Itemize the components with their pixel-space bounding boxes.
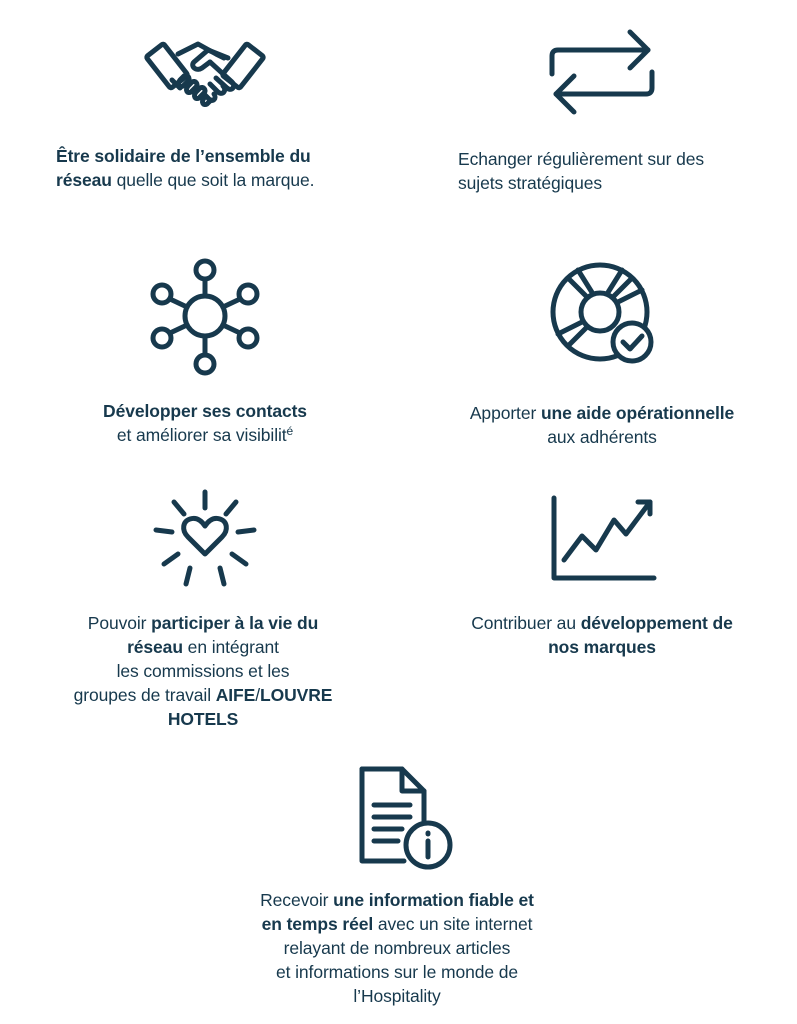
text-bold: en temps réel bbox=[261, 914, 374, 934]
text-bold: participer à la vie du bbox=[151, 613, 319, 633]
text-line bbox=[432, 425, 772, 449]
text-span: et améliorer sa visibilit bbox=[116, 425, 287, 445]
text-line bbox=[38, 683, 368, 707]
text-span: l’Hospitality bbox=[353, 986, 441, 1006]
text-span: quelle que soit la marque. bbox=[111, 170, 315, 190]
handshake-icon bbox=[150, 28, 260, 116]
text-span: Recevoir bbox=[260, 890, 334, 910]
text-span: relayant de nombreux articles bbox=[283, 938, 511, 958]
network-nodes-icon bbox=[150, 258, 260, 378]
text-span: groupes de travail bbox=[73, 685, 216, 705]
text-line bbox=[458, 171, 778, 195]
document-info-icon bbox=[352, 765, 456, 873]
text-span: en intégrant bbox=[182, 637, 279, 657]
text-line bbox=[222, 912, 572, 936]
text-line bbox=[38, 635, 368, 659]
text-line bbox=[432, 611, 772, 635]
text-span: sujets stratégiques bbox=[458, 173, 603, 193]
text-line bbox=[56, 144, 386, 168]
feature-support-text bbox=[432, 401, 772, 449]
text-span: avec un site internet bbox=[373, 914, 533, 934]
text-line bbox=[56, 168, 386, 192]
feature-contacts-text bbox=[40, 399, 370, 449]
text-bold: réseau bbox=[56, 170, 112, 190]
text-span: / bbox=[255, 685, 260, 705]
text-line bbox=[432, 401, 772, 425]
text-line bbox=[38, 659, 368, 683]
text-bold: AIFE bbox=[215, 685, 256, 705]
text-span: les commissions et les bbox=[116, 661, 290, 681]
text-bold: réseau bbox=[127, 637, 183, 657]
text-bold: LOUVRE bbox=[259, 685, 333, 705]
text-bold: développement de bbox=[580, 613, 733, 633]
radiant-heart-icon bbox=[150, 488, 260, 588]
text-span-raised: é bbox=[286, 424, 294, 438]
lifebuoy-check-icon bbox=[548, 262, 660, 370]
text-line bbox=[38, 707, 368, 731]
text-bold: HOTELS bbox=[167, 709, 239, 729]
text-line bbox=[458, 147, 778, 171]
text-line bbox=[40, 399, 370, 423]
exchange-arrows-icon bbox=[548, 26, 660, 122]
feature-solidarity-text bbox=[56, 144, 386, 192]
text-bold: Être solidaire de l’ensemble du bbox=[56, 146, 311, 166]
text-bold: une aide opérationnelle bbox=[540, 403, 735, 423]
feature-participate-text bbox=[38, 611, 368, 731]
text-span: et informations sur le monde de bbox=[275, 962, 519, 982]
text-bold: Développer ses contacts bbox=[103, 401, 307, 421]
text-line bbox=[40, 423, 370, 449]
text-line bbox=[222, 888, 572, 912]
text-line bbox=[222, 960, 572, 984]
text-bold: une information fiable et bbox=[333, 890, 534, 910]
text-span: Pouvoir bbox=[87, 613, 152, 633]
text-line bbox=[222, 984, 572, 1008]
feature-information-text bbox=[222, 888, 572, 1008]
text-span: Contribuer au bbox=[471, 613, 581, 633]
text-bold: nos marques bbox=[548, 637, 656, 657]
feature-exchange-text bbox=[458, 147, 778, 195]
text-span: Echanger régulièrement sur des bbox=[458, 149, 705, 169]
feature-brands-text bbox=[432, 611, 772, 659]
text-line bbox=[432, 635, 772, 659]
text-span: Apporter bbox=[469, 403, 541, 423]
growth-chart-icon bbox=[550, 494, 660, 584]
text-line bbox=[38, 611, 368, 635]
text-span: aux adhérents bbox=[547, 427, 657, 447]
text-line bbox=[222, 936, 572, 960]
